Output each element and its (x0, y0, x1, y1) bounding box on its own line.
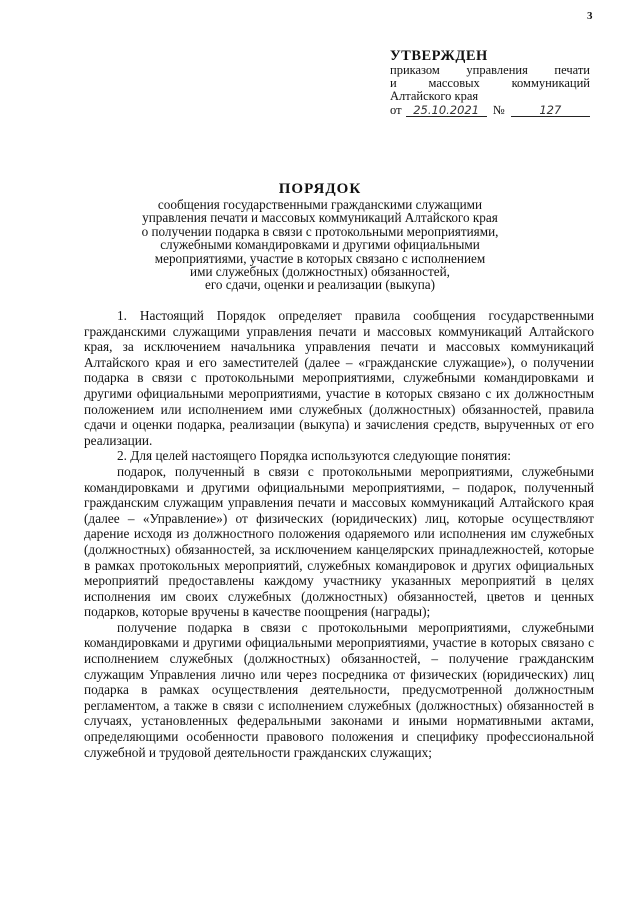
approval-line-2: и массовых коммуникаций (390, 76, 590, 90)
handwritten-number: 127 (511, 104, 590, 117)
subtitle-line: сообщения государственными гражданскими служащими (157, 197, 483, 212)
subtitle-line: ими служебных (должностных) обязанностей, (190, 264, 450, 280)
approval-line-1: приказом управления печати (390, 63, 590, 77)
subtitle-line: управления печати и массовых коммуникаций Алтайского края (142, 210, 498, 226)
approval-date-number (390, 104, 590, 117)
document-body (84, 308, 594, 760)
page-number: 3 (587, 10, 593, 22)
approval-block (390, 50, 590, 117)
document-title: ПОРЯДОК (278, 181, 362, 197)
document-subtitle (120, 198, 520, 292)
approval-line-3: Алтайского края (390, 89, 479, 103)
handwritten-date: 25.10.2021 (406, 104, 487, 117)
definition-gift: подарок, полученный в связи с протокольными мероприятиями, служебными командировками и другими официальными мероприятиями, – подарок, полученный гражданским служащим управления печати и массовых коммуникаций Алтайского края (далее – «Управление») от физических (юридических) лиц, которые осуществляют дарение исходя из должностного положения одаряемого или исполнения им служебных (должностных) обязанностей, за исключением канцелярских принадлежностей, которые в рамках протокольных мероприятий, служебных командировок и других официальных мероприятий предоставлены каждому участнику указанных мероприятий в целях исполнения им своих служебных (должностных) обязанностей, цветов и ценных подарков, которые вручены в качестве поощрения (награды); (84, 463, 594, 620)
number-prefix: № (492, 103, 505, 117)
subtitle-line: о получении подарка в связи с протокольными мероприятиями, (141, 223, 499, 239)
definition-receipt: получение подарка в связи с протокольными мероприятиями, служебными командировками и другими официальными мероприятиями, участие в которых связано с исполнением служебных (должностных) обязанностей, – получение гражданским служащим Управления лично или через посредника от физических (юридических) лиц подарка в рамках осуществления деятельности, предусмотренной должностным регламентом, а также в связи с исполнением служебных (должностных) обязанностей в случаях, установленных федеральными законами и иными нормативными актами, определяющими особенности правового положения и специфику профессиональной служебной и трудовой деятельности гражданских служащих; (84, 619, 594, 760)
approval-title: УТВЕРЖДЕН (390, 48, 488, 64)
paragraph-2: 2. Для целей настоящего Порядка используются следующие понятия: (117, 448, 511, 464)
subtitle-line: служебными командировками и другими официальными (160, 237, 480, 253)
subtitle-line: его сдачи, оценки и реализации (выкупа) (204, 277, 435, 293)
subtitle-line: мероприятиями, участие в которых связано с исполнением (154, 250, 486, 266)
date-prefix: от (390, 103, 402, 117)
paragraph-1: 1. Настоящий Порядок определяет правила сообщения государственными гражданскими служащими управления печати и массовых коммуникаций Алтайского края, за исключением начальника управления печати и массовых коммуникаций Алтайского края и его заместителей (далее – «гражданские служащие»), о получении подарка в связи с протокольными мероприятиями, служебными командировками и другими официальными мероприятиями, участие в которых связано с их должностным положением или исполнением ими служебных (должностных) обязанностей, правила сдачи и оценки подарка, реализации (выкупа) и зачисления средств, вырученных от его реализации. (84, 308, 594, 448)
